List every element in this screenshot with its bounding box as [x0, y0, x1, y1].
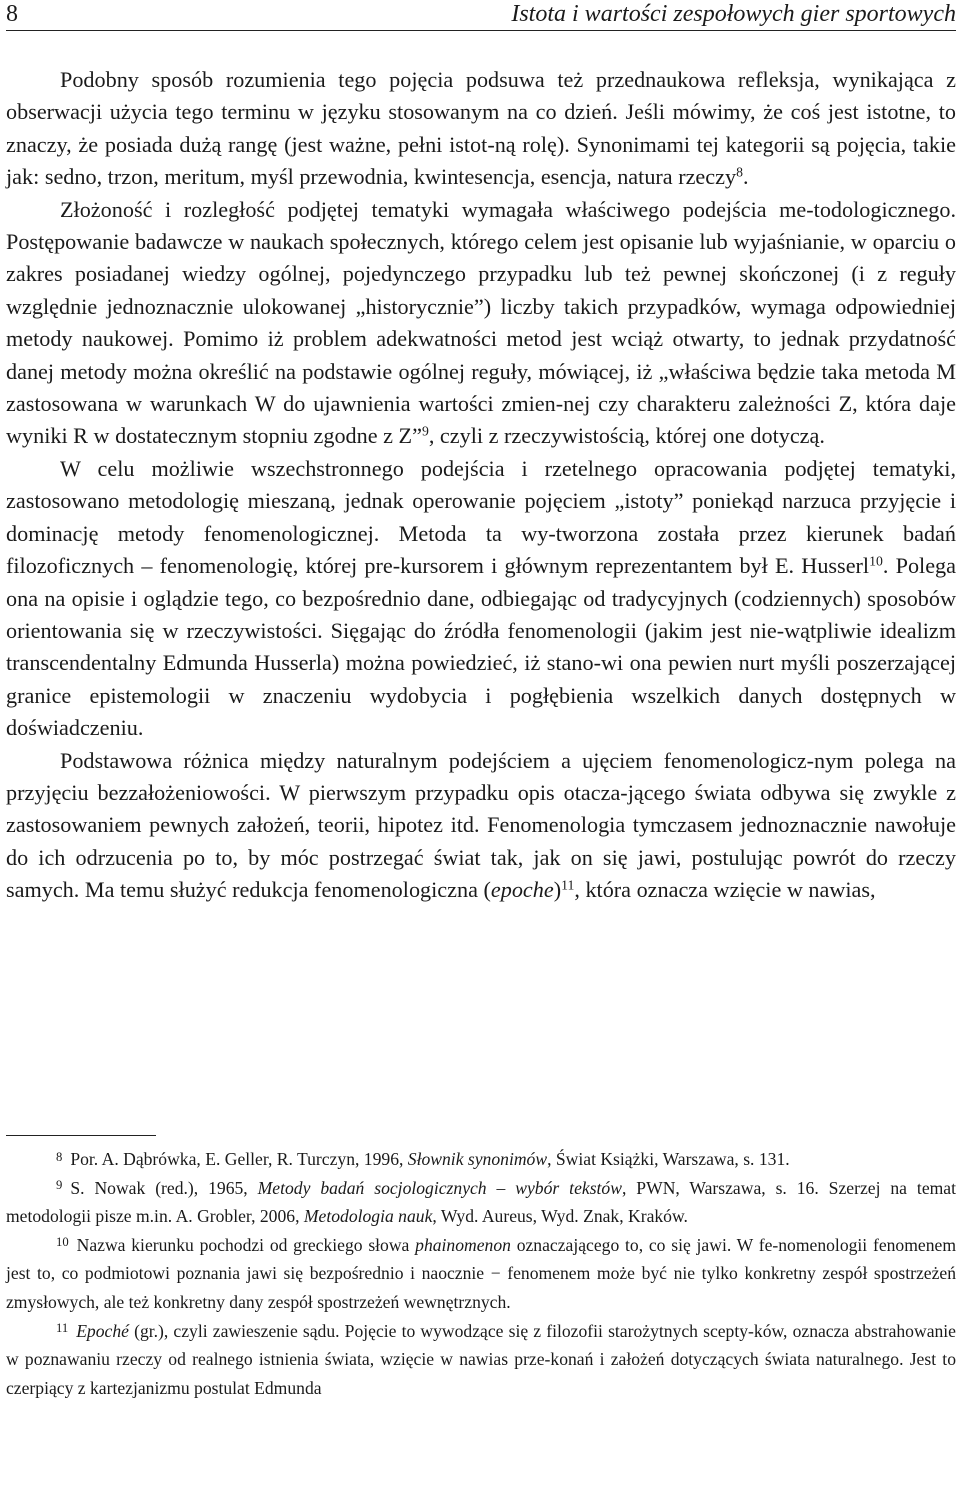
paragraph-1-text: Podobny sposób rozumienia tego pojęcia podsuwa też przednaukowa refleksja, wynikająca z obserwacji użycia tego terminu w języku stosowanym na co dzień. Jeśli mówimy, że coś jest istotne, to znaczy, że posiada dużą rangę (jest ważne, pełni istot-ną rolę). Synonimami tej kategorii są pojęcia, takie jak: sedno, trzon, meritum, myśl przewodnia, kwintesencja, esencja, natura rzeczy: [6, 67, 956, 190]
footnote-8-end: , Świat Książki, Warszawa, s. 131.: [547, 1149, 790, 1169]
footnote-divider: [6, 1135, 156, 1136]
footnote-10-term: phainomenon: [415, 1234, 511, 1255]
paragraph-3-end: . Polega ona na opisie i oglądzie tego, co bezpośrednio dane, odbiegając od tradycyjnych (codziennych) sposobów orientowania się w rzeczywistości. Sięgając do źródła fenomenologii (jakim jest nie-wątpliwie idealizm transcendentalny Edmunda Husserla) można powiedzieć, iż stano-wi ona pewien nurt myśli poszerzającej granice epistemologii w znaczeniu wydobycia i pogłębienia wszelkich danych dostępnych w doświadczeniu.: [6, 553, 956, 741]
footnote-10-text: Nazwa kierunku pochodzi od greckiego słowa: [76, 1234, 416, 1255]
paragraph-3-text: W celu możliwie wszechstronnego podejścia i rzetelnego opracowania podjętej tematyki, zastosowano metodologię mieszaną, jednak operowanie pojęciem „istoty” poniekąd narzuca przyjęcie i dominację metody fenomenologicznej. Metoda ta wy-tworzona została przez kierunek badań filozoficznych – fenomenologię, której pre-kursorem i głównym reprezentantem był E. Husserl: [6, 455, 956, 579]
book-page: [6, 0, 956, 1488]
footnote-ref-11[interactable]: 11: [561, 877, 575, 893]
footnote-8-text: Por. A. Dąbrówka, E. Geller, R. Turczyn, 1996,: [70, 1149, 408, 1169]
footnote-number: 8: [56, 1149, 63, 1164]
footnotes: [6, 1145, 956, 1402]
page-header: [6, 0, 956, 31]
footnote-number: 10: [56, 1235, 69, 1250]
footnote-11: [6, 1317, 956, 1403]
paragraph-4: [6, 745, 956, 907]
footnote-11-text: (gr.), czyli zawieszenie sądu. Pojęcie to wywodzące się z filozofii starożytnych scepty-ków, oznacza abstrahowanie w poznawaniu rzeczy od realnego istnienia świata, wzięcie w nawias prze-konań i założeń dotyczących świata naturalnego. Jest to czerpiący z kartezjanizmu postulat Edmunda: [6, 1320, 956, 1398]
paragraph-4-italic: epoche: [490, 877, 554, 903]
footnote-ref-8[interactable]: 8: [736, 164, 743, 180]
paragraph-1-end: .: [742, 164, 749, 190]
footnote-9-title-1: Metody badań socjologicznych – wybór tekstów: [257, 1177, 622, 1198]
running-title: Istota i wartości zespołowych gier sportowych: [511, 1, 956, 27]
footnote-number: 11: [56, 1321, 69, 1336]
footnote-9-end: , Wyd. Aureus, Wyd. Znak, Kraków.: [432, 1206, 688, 1227]
paragraph-2-end: , czyli z rzeczywistością, której one dotyczą.: [428, 423, 825, 449]
main-text: [6, 64, 956, 907]
footnote-8-title: Słownik synonimów: [407, 1149, 548, 1169]
paragraph-2: [6, 194, 956, 453]
footnote-8: [6, 1145, 956, 1174]
footnote-9-mid: , PWN, Warszawa, s. 16. Szerzej na temat metodologii pisze m.in. A. Grobler, 2006,: [6, 1177, 957, 1227]
paragraph-1: [6, 64, 956, 194]
paragraph-4-mid: ): [553, 877, 562, 903]
footnote-9-title-2: Metodologia nauk: [303, 1206, 433, 1227]
paragraph-4-end: , która oznacza wzięcie w nawias,: [574, 877, 876, 903]
footnote-10: [6, 1231, 956, 1317]
paragraph-4-text: Podstawowa różnica między naturalnym podejściem a ujęciem fenomenologicz-nym polega na przyjęciu bezzałożeniowości. W pierwszym przypadku opis otacza-jącego świata odbywa się zwykle z zastosowaniem pewnych założeń, teorii, hipotez itd. Fenomenologia tymczasem jednoznacznie nawołuje do ich odrzucenia po to, by móc postrzegać świat tak, jak on się jawi, postulując powrót do rzeczy samych. Ma temu służyć redukcja fenomenologiczna (: [6, 747, 956, 903]
footnote-number: 9: [56, 1178, 63, 1193]
footnote-ref-10[interactable]: 10: [869, 553, 883, 569]
footnote-11-term: Epoché: [76, 1320, 129, 1341]
paragraph-2-text: Złożoność i rozległość podjętej tematyki wymagała właściwego podejścia me-todologicznego. Postępowanie badawcze w naukach społecznych, którego celem jest opisanie lub wyjaśnianie, w oparciu o zakres posiadanej wiedzy ogólnej, pojedynczego przypadku lub też pewnej skończonej (i z reguły względnie jednoznacznie ulokowanej „historycznie”) liczby takich przypadków, wymaga odpowiedniej metody naukowej. Pomimo iż problem adekwatności metod jest wciąż otwarty, to jednak przydatność danej metody można określić na podstawie ogólnej reguły, mówiącej, iż „właściwa będzie taka metoda M zastosowana w warunkach W do ujawnienia wartości zmien-nej czy charakteru zależności Z, która daje wyniki R w dostatecznym stopniu zgodne z Z”: [6, 196, 956, 449]
page-number: 8: [6, 1, 18, 27]
footnote-9-text: S. Nowak (red.), 1965,: [70, 1177, 258, 1198]
footnote-9: [6, 1174, 956, 1231]
footnote-ref-9[interactable]: 9: [421, 423, 429, 439]
footnote-10-end: oznaczającego to, co się jawi. W fe-nomenologii fenomenem jest to, co podmiotowi poznania jawi się bezpośrednio i naocznie − fenomenem może być nie tylko konkretny zespół spostrzeżeń zmysłowych, ale też konkretny dany zespół spostrzeżeń wewnętrznych.: [6, 1234, 957, 1312]
paragraph-3: [6, 453, 956, 745]
